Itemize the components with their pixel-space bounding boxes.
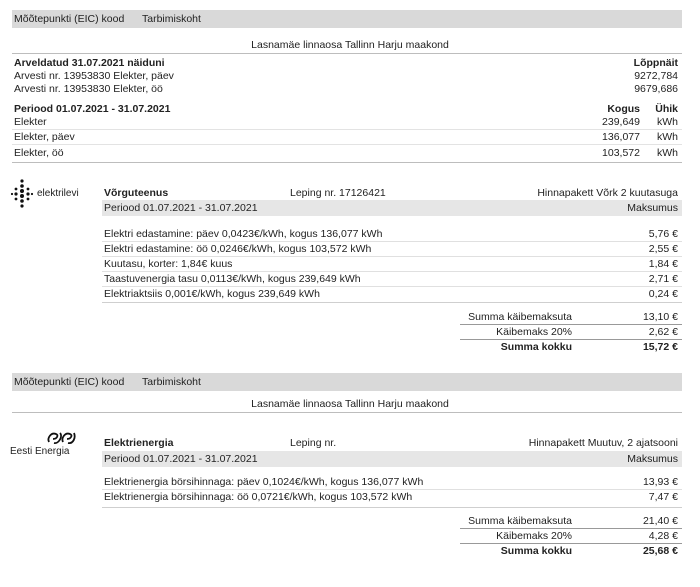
reading-label: Arvesti nr. 13953830 Elekter, päev: [14, 70, 174, 82]
quantity-header: Kogus: [607, 103, 640, 115]
eesti-energia-logo-icon: [46, 430, 76, 446]
unit-header: Ühik: [655, 103, 678, 115]
row-divider: [102, 256, 682, 257]
period-row-unit: kWh: [657, 147, 678, 159]
grid-sum-excl: 13,10 €: [642, 311, 678, 323]
grid-total: 15,72 €: [642, 341, 678, 353]
reading-value: 9272,784: [634, 70, 678, 82]
energy-total-label: Summa kokku: [500, 545, 572, 557]
grid-item-label: Taastuvenergia tasu 0,0113€/kWh, kogus 239,649 kWh: [104, 273, 361, 285]
grid-sum-excl-label: Summa käibemaksuta: [468, 311, 572, 323]
energy-vat-label: Käibemaks 20%: [496, 530, 572, 542]
energy-total: 25,68 €: [642, 545, 678, 557]
energy-item-amount: 7,47 €: [648, 491, 678, 503]
grid-total-label: Summa kokku: [500, 341, 572, 353]
grid-item-label: Elektri edastamine: päev 0,0423€/kWh, kogus 136,077 kWh: [104, 228, 383, 240]
divider: [12, 412, 682, 413]
energy-contract: Leping nr.: [290, 437, 337, 449]
energy-period: Periood 01.07.2021 - 31.07.2021: [104, 453, 258, 465]
row-divider: [102, 286, 682, 287]
site-label: Tarbimiskoht: [142, 13, 201, 25]
grid-vat: 2,62 €: [648, 326, 678, 338]
site-label: Tarbimiskoht: [142, 376, 201, 388]
energy-sum-excl: 21,40 €: [642, 515, 678, 527]
sum-divider: [460, 528, 682, 529]
grid-item-amount: 5,76 €: [648, 228, 678, 240]
grid-item-amount: 2,55 €: [648, 243, 678, 255]
energy-title: Elektrienergia: [104, 437, 174, 449]
period-row-label: Elekter: [14, 116, 47, 128]
divider: [102, 302, 682, 303]
eic-label: Mõõtepunkti (EIC) kood: [14, 13, 125, 25]
period-row-qty: 239,649: [602, 116, 640, 128]
grid-period: Periood 01.07.2021 - 31.07.2021: [104, 202, 258, 214]
row-divider: [102, 489, 682, 490]
section1-header-bar: [12, 10, 682, 28]
end-reading-header: Lõppnäit: [633, 57, 678, 69]
grid-contract: Leping nr. 17126421: [290, 187, 386, 199]
energy-package: Hinnapakett Muutuv, 2 ajatsooni: [528, 437, 678, 449]
elektrilevi-logo-icon: [10, 178, 34, 212]
grid-item-amount: 1,84 €: [648, 258, 678, 270]
energy-vat: 4,28 €: [648, 530, 678, 542]
divider: [12, 162, 682, 163]
grid-title: Võrguteenus: [104, 187, 169, 199]
period-row-label: Elekter, öö: [14, 147, 64, 159]
period-row-unit: kWh: [657, 116, 678, 128]
grid-item-amount: 2,71 €: [648, 273, 678, 285]
grid-item-label: Elektri edastamine: öö 0,0246€/kWh, kogus 103,572 kWh: [104, 243, 372, 255]
grid-cost-header: Maksumus: [627, 202, 678, 214]
grid-item-label: Kuutasu, korter: 1,84€ kuus: [104, 258, 233, 270]
grid-item-amount: 0,24 €: [648, 288, 678, 300]
energy-item-label: Elektrienergia börsihinnaga: päev 0,1024€/kWh, kogus 136,077 kWh: [104, 476, 424, 488]
energy-sum-excl-label: Summa käibemaksuta: [468, 515, 572, 527]
grid-item-label: Elektriaktsiis 0,001€/kWh, kogus 239,649 kWh: [104, 288, 320, 300]
sum-divider: [460, 543, 682, 544]
reading-label: Arvesti nr. 13953830 Elekter, öö: [14, 83, 163, 95]
address: Lasnamäe linnaosa Tallinn Harju maakond: [251, 398, 449, 410]
period-row-label: Elekter, päev: [14, 131, 75, 143]
eesti-energia-logo-text: Eesti Energia: [10, 446, 70, 457]
reading-value: 9679,686: [634, 83, 678, 95]
period-row-unit: kWh: [657, 131, 678, 143]
sum-divider: [460, 324, 682, 325]
divider: [12, 53, 682, 54]
row-divider: [102, 271, 682, 272]
eic-label: Mõõtepunkti (EIC) kood: [14, 376, 125, 388]
grid-vat-label: Käibemaks 20%: [496, 326, 572, 338]
energy-item-amount: 13,93 €: [642, 476, 678, 488]
elektrilevi-logo: [10, 178, 34, 215]
sum-divider: [460, 339, 682, 340]
grid-package: Hinnapakett Võrk 2 kuutasuga: [537, 187, 678, 199]
section2-header-bar: [12, 373, 682, 391]
row-divider: [12, 129, 682, 130]
row-divider: [102, 241, 682, 242]
energy-cost-header: Maksumus: [627, 453, 678, 465]
row-divider: [12, 144, 682, 145]
readings-title: Arveldatud 31.07.2021 näiduni: [14, 57, 165, 69]
elektrilevi-logo-text: elektrilevi: [37, 188, 79, 199]
period-row-qty: 103,572: [602, 147, 640, 159]
energy-item-label: Elektrienergia börsihinnaga: öö 0,0721€/kWh, kogus 103,572 kWh: [104, 491, 413, 503]
address: Lasnamäe linnaosa Tallinn Harju maakond: [251, 39, 449, 51]
period-row-qty: 136,077: [602, 131, 640, 143]
divider: [102, 507, 682, 508]
period-title: Periood 01.07.2021 - 31.07.2021: [14, 103, 171, 115]
